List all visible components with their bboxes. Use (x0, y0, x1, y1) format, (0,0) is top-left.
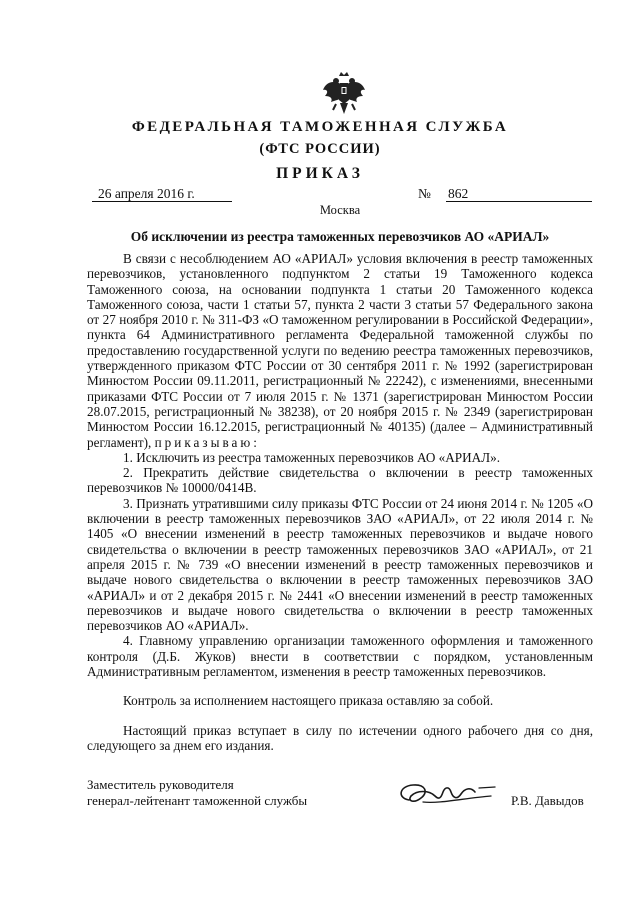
city: Москва (319, 203, 361, 217)
order-item: 1. Исключить из реестра таможенных перевозчиков АО «АРИАЛ». (123, 449, 501, 465)
agency-name: ФЕДЕРАЛЬНАЯ ТАМОЖЕННАЯ СЛУЖБА (131, 119, 509, 135)
signatory-title-line2: генерал-лейтенант таможенной службы (87, 793, 308, 808)
order-item: 4. Главному управлению организации таможенного оформления и таможенного контроля (Д.Б. Жуков) внести в соответствии с порядком, установленным Административным регламентом, изменения в реестр таможенных перевозчиков. (87, 633, 593, 680)
order-item: 3. Признать утратившими силу приказы ФТС России от 24 июня 2014 г. № 1205 «О включении в реестр таможенных перевозчиков ЗАО «АРИАЛ», от 22 июля 2014 г. № 1405 «О внесении изменений в реестр таможенных перевозчиков и выдаче нового свидетельства о включении в реестр таможенных перевозчиков ЗАО «АРИАЛ», от 21 апреля 2015 г. № 739 «О внесении изменений в реестр таможенных перевозчиков и выдаче нового свидетельства о включении в реестр таможенных перевозчиков ЗАО «АРИАЛ» и от 2 декабря 2015 г. № 2441 «О внесении изменений в реестр таможенных перевозчиков и выдаче нового свидетельства о включении в реестр таможенных перевозчиков АО «АРИАЛ». (87, 495, 593, 634)
handwritten-signature-icon (395, 778, 505, 812)
signatory-title-line1: Заместитель руководителя (87, 777, 234, 792)
control-paragraph: Контроль за исполнением настоящего приказа оставляю за собой. (123, 693, 494, 709)
order-number-field (446, 186, 592, 202)
agency-abbreviation: (ФТС РОССИИ) (259, 141, 381, 157)
order-body (87, 251, 593, 753)
order-number: 862 (448, 186, 469, 201)
order-word: приказываю: (154, 434, 260, 450)
signatory-name: Р.В. Давыдов (511, 793, 584, 808)
signatory-title (87, 777, 307, 809)
effective-date-paragraph: Настоящий приказ вступает в силу по истечении одного рабочего дня со дня, следующего за днем его издания. (87, 722, 593, 753)
order-subject: Об исключении из реестра таможенных перевозчиков АО «АРИАЛ» (130, 229, 550, 244)
preamble-text: В связи с несоблюдением АО «АРИАЛ» условия включения в реестр таможенных перевозчиков, установленного подпунктом 2 статьи 19 Таможенного кодекса Таможенного союза, на основании подпункта 1 статьи 20 Таможенного кодекса Таможенного союза, части 1 статьи 57, пункта 2 части 3 статьи 57 Федерального закона от 27 ноября 2010 г. № 311-ФЗ «О таможенном регулировании в Российской Федерации», пункта 64 Административного регламента Федеральной таможенной службы по предоставлению государственной услуги по ведению реестра таможенных перевозчиков, утвержденного приказом ФТС России от 30 сентября 2011 г. № 1992 (зарегистрирован Минюстом России 09.11.2011, регистрационный № 22242), с изменениями, внесенными приказами ФТС России от 7 июля 2015 г. № 1371 (зарегистрирован Минюстом России 28.07.2015, регистрационный № 38238), от 20 ноября 2015 г. № 2349 (зарегистрирован Минюстом России 16.12.2015, регистрационный № 40135) (далее – Административный регламент), (87, 251, 593, 450)
order-date-field (92, 186, 232, 202)
document-type: ПРИКАЗ (276, 165, 364, 182)
state-emblem-icon (321, 70, 367, 118)
order-date: 26 апреля 2016 г. (98, 186, 195, 201)
order-item: 2. Прекратить действие свидетельства о включении в реестр таможенных перевозчиков № 10000/0414В. (87, 465, 593, 496)
preamble-paragraph (87, 251, 593, 450)
order-number-label: № (418, 186, 431, 201)
